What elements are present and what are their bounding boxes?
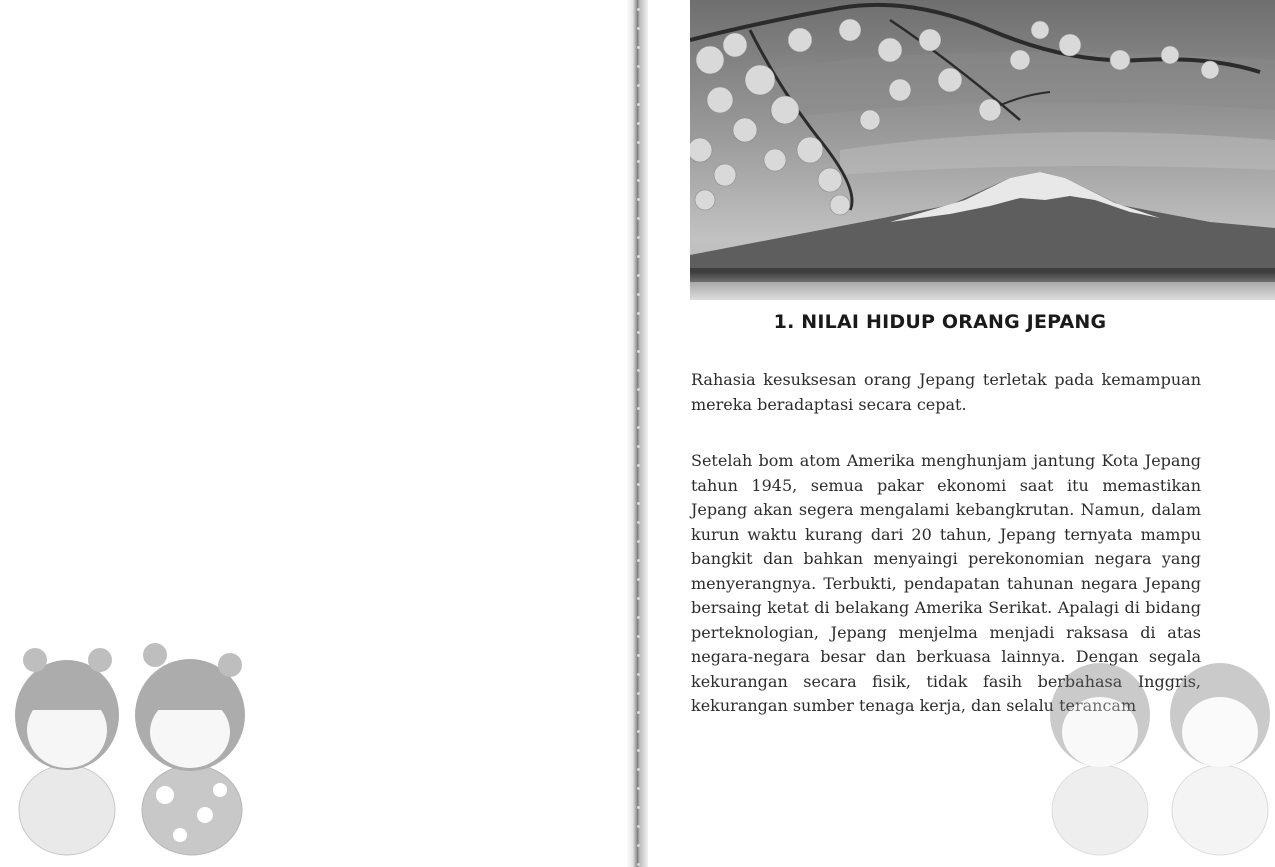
spine-stitch xyxy=(637,312,640,315)
spine-stitch xyxy=(637,597,640,600)
spine-stitch xyxy=(637,27,640,30)
spine-stitch xyxy=(637,806,640,809)
chapter-title: 1. NILAI HIDUP ORANG JEPANG xyxy=(773,311,1107,333)
spine-stitch xyxy=(637,730,640,733)
spine-stitch xyxy=(637,426,640,429)
spine-stitch xyxy=(637,692,640,695)
spine-stitch xyxy=(637,635,640,638)
spine-stitch xyxy=(637,179,640,182)
spine-stitch xyxy=(637,787,640,790)
spine-stitch xyxy=(637,464,640,467)
body-paragraph: Rahasia kesuksesan orang Jepang terletak pada kemampuan mereka beradaptasi secara cepat. xyxy=(691,370,1201,414)
body-paragraph: Setelah bom atom Amerika menghunjam jantung Kota Jepang tahun 1945, semua pakar ekonomi saat itu memastikan Jepang akan segera mengalami kebangkrutan. Namun, dalam kurun waktu kurang dari 20 tahun, Jepang ternyata mampu bangkit dan bahkan menyaingi perekonomian negara yang menyerangnya. Terbukti, pendapatan tahunan negara Jepang bersaing ketat di belakang Amerika Serikat. Apalagi di bidang perteknologian, Jepang menjelma menjadi raksasa di atas negara-negara besar dan berkuasa lainnya. Dengan segala kekurangan secara fisik, tidak fasih berbahasa Inggris, kekurangan sumber tenaga kerja, dan selalu terancam xyxy=(691,451,1201,715)
spine-stitch xyxy=(637,540,640,543)
spine-stitch xyxy=(637,483,640,486)
spine-stitch xyxy=(637,8,640,11)
spine-stitch xyxy=(637,407,640,410)
spine-stitch xyxy=(637,122,640,125)
mount-fuji-photo xyxy=(690,0,1275,300)
spine-stitch xyxy=(637,445,640,448)
spine-stitch xyxy=(637,236,640,239)
spine-stitch xyxy=(637,521,640,524)
spine-stitch xyxy=(637,331,640,334)
spine-stitch xyxy=(637,654,640,657)
spine-stitch xyxy=(637,141,640,144)
kokeshi-dolls-illustration xyxy=(5,635,250,860)
spine-stitch xyxy=(637,616,640,619)
book-spine xyxy=(626,0,648,867)
spine-stitch xyxy=(637,103,640,106)
spine-stitch xyxy=(637,673,640,676)
spine-stitch xyxy=(637,46,640,49)
spine-stitch xyxy=(637,65,640,68)
spine-stitch xyxy=(637,293,640,296)
spine-stitch xyxy=(637,255,640,258)
spine-stitch xyxy=(637,863,640,866)
spine-stitch xyxy=(637,198,640,201)
spine-stitch xyxy=(637,388,640,391)
spine-stitch xyxy=(637,350,640,353)
spine-stitch xyxy=(637,844,640,847)
spine-stitch xyxy=(637,559,640,562)
spine-stitch xyxy=(637,84,640,87)
spine-stitch xyxy=(637,274,640,277)
spine-stitch xyxy=(637,369,640,372)
kokeshi-dolls-illustration xyxy=(1040,640,1275,860)
spine-stitch xyxy=(637,768,640,771)
spine-stitch xyxy=(637,217,640,220)
spine-stitch xyxy=(637,825,640,828)
spine-stitch xyxy=(637,749,640,752)
spine-stitch xyxy=(637,578,640,581)
spine-stitch xyxy=(637,160,640,163)
spine-stitch xyxy=(637,711,640,714)
spine-stitch xyxy=(637,502,640,505)
